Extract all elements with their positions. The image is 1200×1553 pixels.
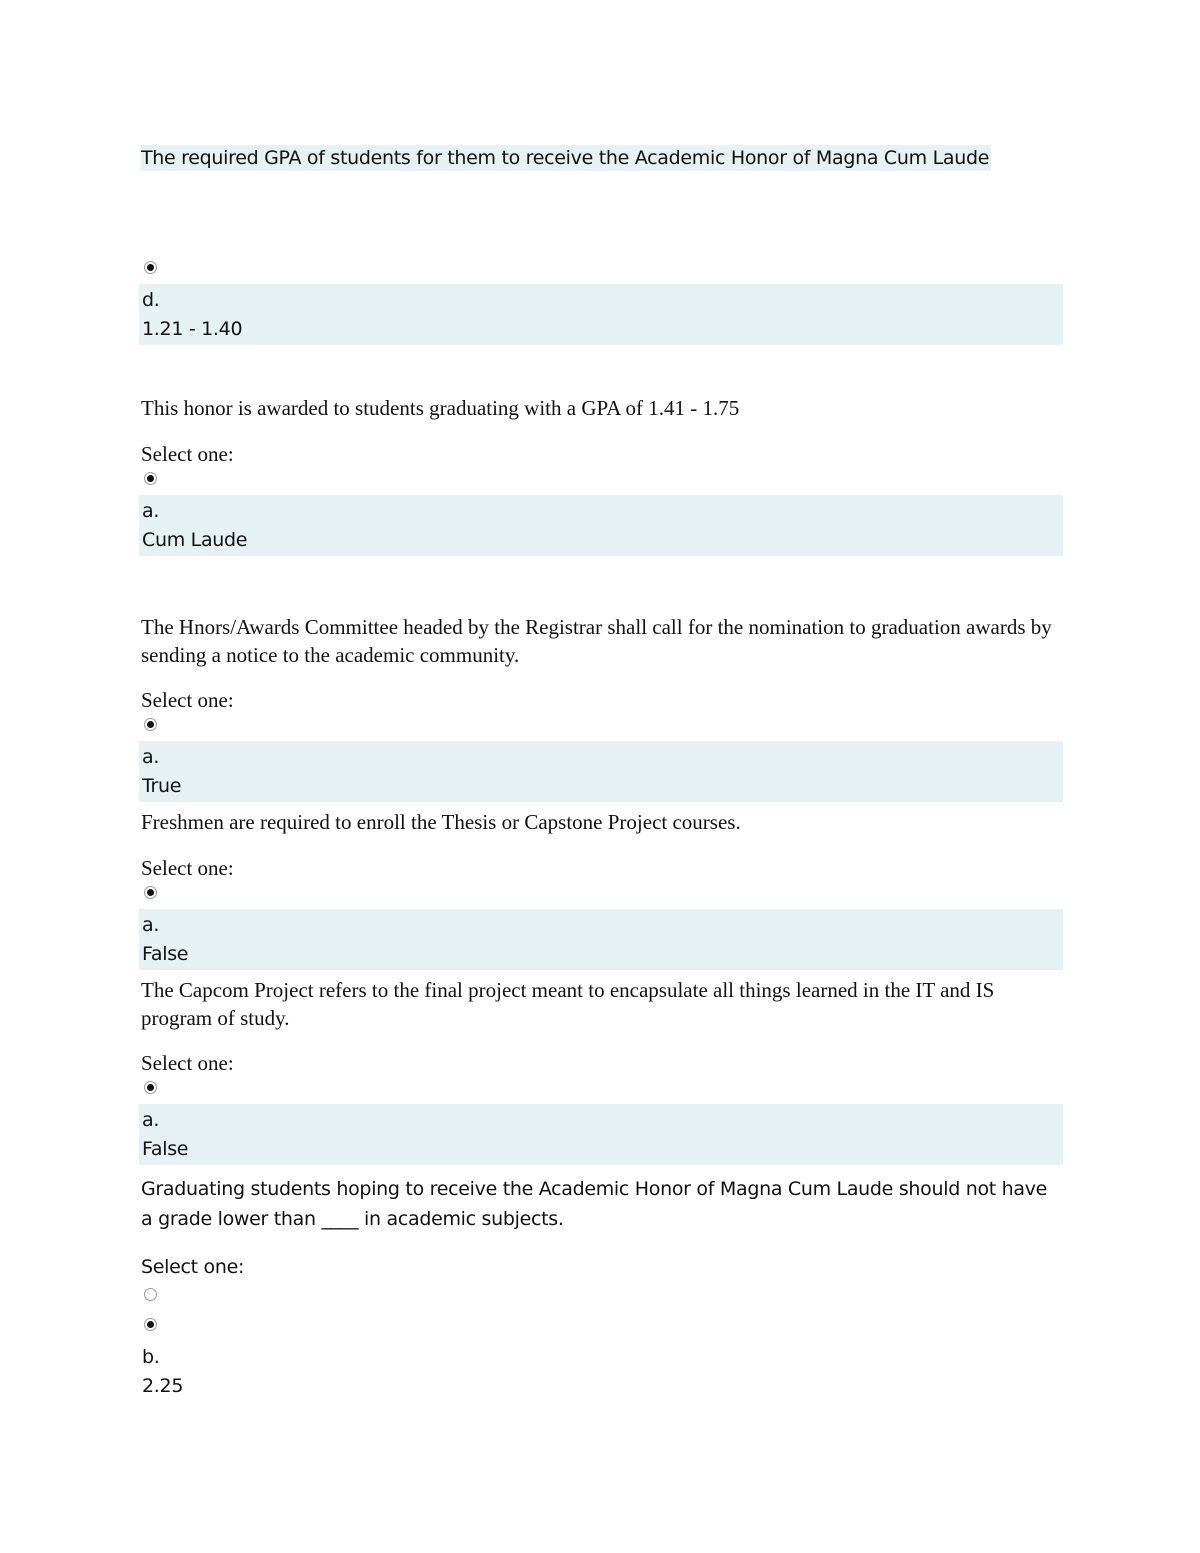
select-one-label: Select one:: [141, 688, 234, 712]
answer-letter: a.: [142, 1109, 160, 1131]
answer-letter: a.: [142, 500, 160, 522]
answer-option-q2[interactable]: [139, 495, 1063, 556]
question-3-text: The Hnors/Awards Committee headed by the Registrar shall call for the nomination to graduation awards by sending a notice to the academic community.: [141, 615, 1052, 667]
answer-text: False: [142, 1138, 189, 1160]
question-4-text: Freshmen are required to enroll the Thesis or Capstone Project courses.: [141, 810, 741, 834]
answer-letter: b.: [142, 1346, 160, 1368]
question-6-text: Graduating students hoping to receive the Academic Honor of Magna Cum Laude should not have a grade lower than ____ in academic subjects.: [141, 1178, 1048, 1230]
answer-text: False: [142, 943, 189, 965]
select-one-label: Select one:: [141, 1051, 234, 1075]
select-one-label: Select one:: [141, 856, 234, 880]
question-2-text: This honor is awarded to students graduating with a GPA of 1.41 - 1.75: [141, 396, 740, 420]
answer-text: Cum Laude: [142, 529, 248, 551]
radio-checked-icon[interactable]: [144, 1081, 157, 1094]
answer-option-q3[interactable]: [139, 741, 1063, 802]
radio-checked-icon[interactable]: [144, 718, 157, 731]
answer-text: 2.25: [142, 1375, 184, 1397]
answer-letter: a.: [142, 746, 160, 768]
answer-letter: a.: [142, 914, 160, 936]
answer-option-q5[interactable]: [139, 1104, 1063, 1165]
answer-option-q1[interactable]: [139, 284, 1063, 345]
answer-option-q4[interactable]: [139, 909, 1063, 970]
answer-text: 1.21 - 1.40: [142, 318, 243, 340]
radio-checked-icon[interactable]: [144, 886, 157, 899]
radio-unchecked-icon[interactable]: [144, 1288, 157, 1301]
select-one-label: Select one:: [141, 1256, 245, 1278]
question-5-text: The Capcom Project refers to the final project meant to encapsulate all things learned in the IT and IS program of study.: [141, 978, 995, 1030]
radio-checked-icon[interactable]: [144, 472, 157, 485]
question-1-text: The required GPA of students for them to receive the Academic Honor of Magna Cum Laude: [141, 147, 990, 169]
answer-option-q6[interactable]: [139, 1341, 1063, 1402]
select-one-label: Select one:: [141, 442, 234, 466]
answer-letter: d.: [142, 289, 160, 311]
radio-checked-icon[interactable]: [144, 261, 157, 274]
radio-checked-icon[interactable]: [144, 1318, 157, 1331]
answer-text: True: [142, 775, 182, 797]
